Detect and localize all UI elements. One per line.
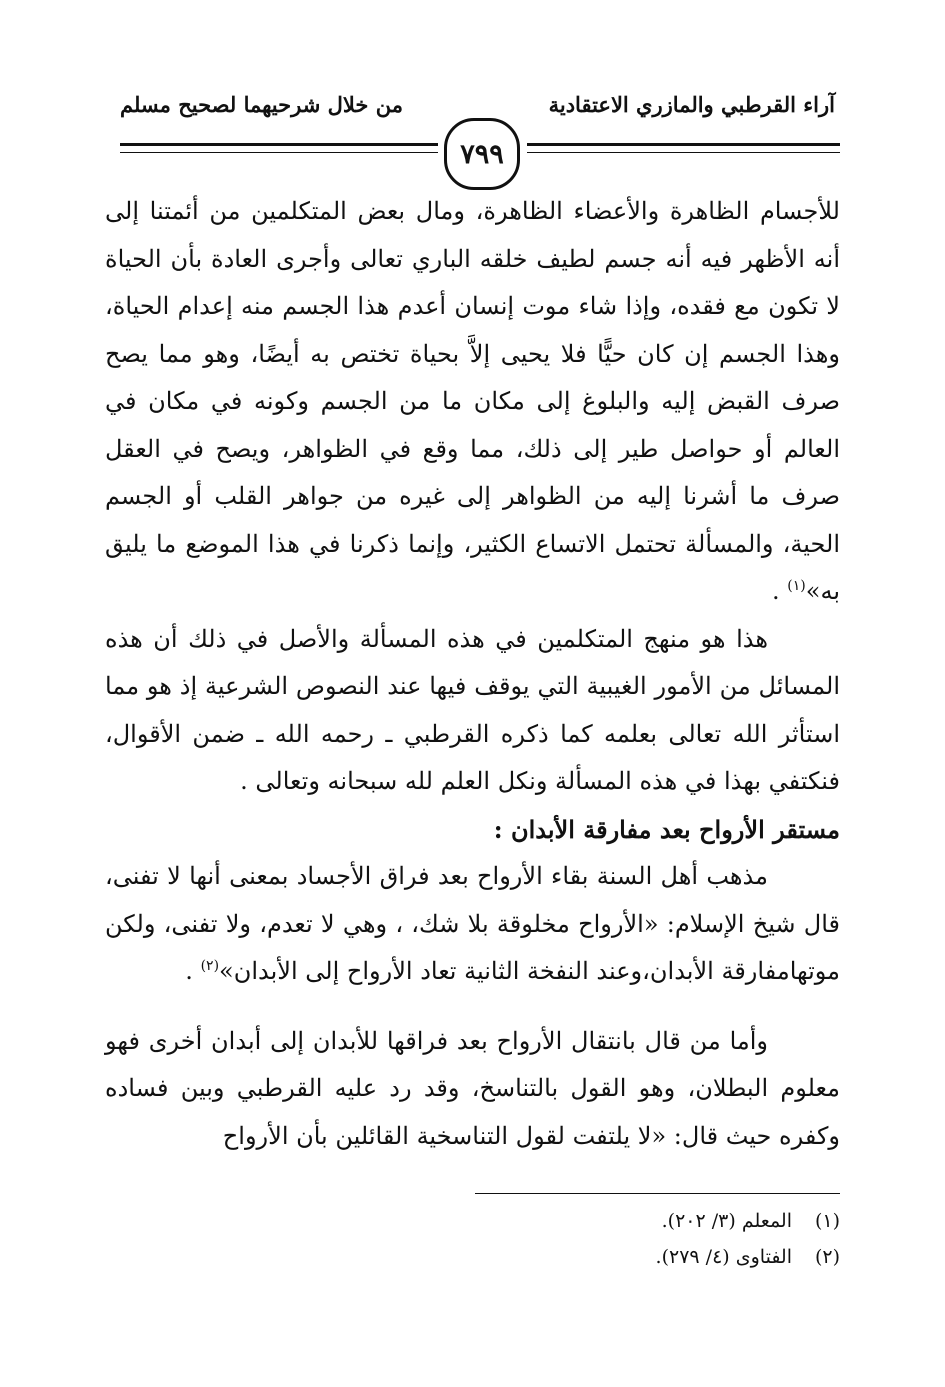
main-text [105,188,840,1160]
footnote-2-text: الفتاوى (٤/ ٢٧٩). [655,1246,792,1268]
header-rule-left-thin [120,152,438,153]
section-subheading: مستقر الأرواح بعد مفارقة الأبدان : [493,814,840,844]
header-rule-right-thick [527,143,840,146]
paragraph-2: هذا هو منهج المتكلمين في هذه المسألة والأصل في ذلك أن هذه المسائل من الأمور الغيبية التي يوقف فيها عند النصوص الشرعية إذ هو مما استأثر الله تعالى بعلمه كما ذكره القرطبي ـ رحمه الله ـ ضمن الأقوال، فنكتفي بهذا في هذه المسألة ونكل العلم لله سبحانه وتعالى . [105,624,840,795]
paragraph-1-text: للأجسام الظاهرة والأعضاء الظاهرة، ومال بعض المتكلمين من أئمتنا إلى أنه الأظهر فيه أنه جسم لطيف خلقه الباري تعالى وأجرى العادة بأن الحياة لا تكون مع فقده، وإذا شاء موت إنسان أعدم هذا الجسم منه إعدام الحياة، وهذا الجسم إن كان حيًّا فلا يحيى إلاَّ بحياة تختص به أيضًا، وهو مما يصح صرف القبض إليه والبلوغ إلى مكان ما من الجسم وكونه في مكان في العالم أو حواصل طير إلى ذلك، مما وقع في الظواهر، ويصح في العقل صرف ما أشرنا إليه من الظواهر إلى غيره من جواهر القلب أو الجسم الحية، والمسألة تحتمل الاتساع الكثير، وإنما ذكرنا في هذا الموضع ما يليق به» [105,197,840,605]
paragraph-1 [105,188,840,616]
header-rule-left-thick [120,143,438,146]
paragraph-3-end: . [185,957,201,985]
footnote-ref-1[interactable]: (١) [787,578,806,594]
paragraph-4: وأما من قال بانتقال الأرواح بعد فراقها للأبدان إلى أبدان أخرى فهو معلوم البطلان، وهو القول بالتناسخ، وقد رد عليه القرطبي وبين فساده وكفره حيث قال: «لا يلتفت لقول التناسخية القائلين بأن الأرواح [105,1026,840,1150]
footnote-2 [105,1239,840,1275]
footnotes [105,1203,840,1275]
footnote-2-number: (٢) [814,1246,840,1268]
paragraph-3-text: مذهب أهل السنة بقاء الأرواح بعد فراق الأجساد بمعنى أنها لا تفنى، قال شيخ الإسلام: «الأرواح مخلوقة بلا شك، ، وهي لا تعدم، ولا تفنى، ولكن موتهامفارقة الأبدان،وعند النفخة الثانية تعاد الأرواح إلى الأبدان» [105,862,841,985]
running-header-book-title: آراء القرطبي والمازري الاعتقادية [548,92,835,117]
page-number: ٧٩٩ [444,118,520,190]
paragraph-1-end: . [772,577,788,605]
footnote-1-text: المعلم (٣/ ٢٠٢). [661,1210,792,1232]
footnote-separator [475,1193,840,1194]
running-header-subtitle: من خلال شرحيهما لصحيح مسلم [120,92,403,117]
header-rule-right-thin [527,152,840,153]
footnote-1-number: (١) [814,1210,840,1232]
footnote-1 [105,1203,840,1239]
footnote-ref-2[interactable]: (٢) [200,958,220,974]
paragraph-3 [105,853,840,996]
